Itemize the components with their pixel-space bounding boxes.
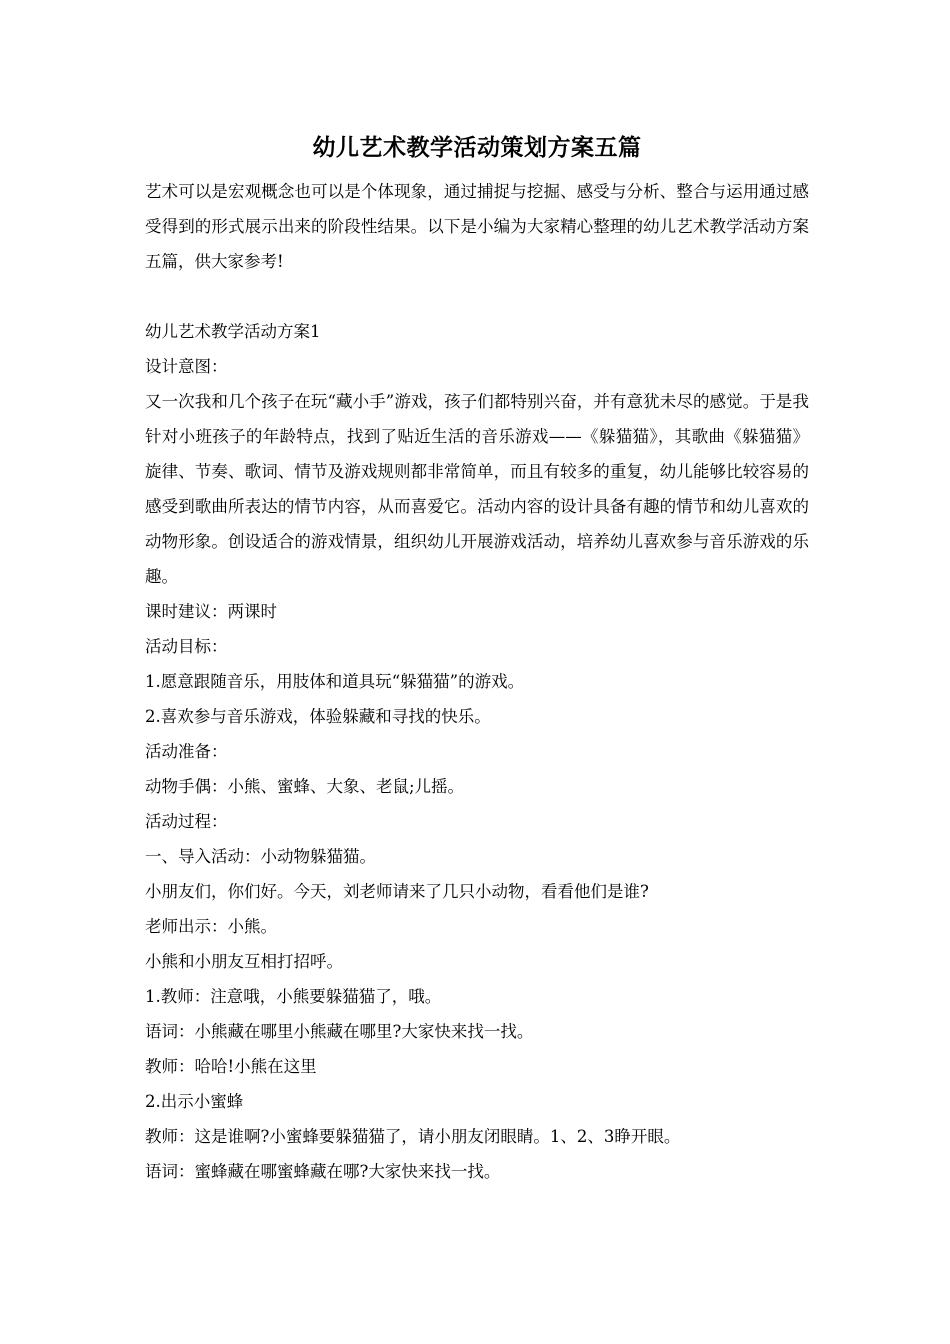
design-intent-label: 设计意图： [145, 357, 228, 376]
body-line: 1.教师：注意哦，小熊要躲猫猫了，哦。 [145, 987, 442, 1006]
body-line: 活动过程： [145, 812, 228, 831]
design-intent-paragraph: 又一次我和几个孩子在玩“藏小手”游戏，孩子们都特别兴奋，并有意犹未尽的感觉。于是我针对小班孩子的年龄特点，找到了贴近生活的音乐游戏——《躲猫猫》，其歌曲《躲猫猫》旋律、节奏、歌词、情节及游戏规则都非常简单，而且有较多的重复，幼儿能够比较容易的感受到歌曲所表达的情节内容，从而喜爱它。活动内容的设计具备有趣的情节和幼儿喜欢的动物形象。创设适合的游戏情景，组织幼儿开展游戏活动，培养幼儿喜欢参与音乐游戏的乐趣。 [145, 392, 809, 586]
body-line: 2.喜欢参与音乐游戏，体验躲藏和寻找的快乐。 [145, 707, 491, 726]
body-line: 教师：这是谁啊?小蜜蜂要躲猫猫了，请小朋友闭眼睛。1、2、3睁开眼。 [145, 1127, 681, 1146]
body-line: 语词：小熊藏在哪里小熊藏在哪里?大家快来找一找。 [145, 1022, 534, 1041]
body-line: 教师：哈哈!小熊在这里 [145, 1057, 317, 1076]
intro-paragraph: 艺术可以是宏观概念也可以是个体现象，通过捕捉与挖掘、感受与分析、整合与运用通过感受得到的形式展示出来的阶段性结果。以下是小编为大家精心整理的幼儿艺术教学活动方案五篇，供大家参考! [145, 182, 809, 271]
body-line: 活动准备： [145, 742, 228, 761]
body-line: 小朋友们，你们好。今天，刘老师请来了几只小动物，看看他们是谁? [145, 882, 649, 901]
body-line: 动物手偶：小熊、蜜蜂、大象、老鼠;儿摇。 [145, 777, 465, 796]
document-page [145, 128, 809, 1189]
body-line: 1.愿意跟随音乐，用肢体和道具玩“躲猫猫”的游戏。 [145, 672, 525, 691]
section-heading: 幼儿艺术教学活动方案1 [145, 322, 321, 341]
body-line: 一、导入活动：小动物躲猫猫。 [145, 847, 376, 866]
body-line: 语词：蜜蜂藏在哪蜜蜂藏在哪?大家快来找一找。 [145, 1162, 501, 1181]
blank-line [145, 279, 809, 314]
body-line: 老师出示：小熊。 [145, 917, 277, 936]
body-line: 课时建议：两课时 [145, 602, 277, 621]
document-title: 幼儿艺术教学活动策划方案五篇 [312, 134, 642, 161]
body-line: 2.出示小蜜蜂 [145, 1092, 244, 1111]
body-line: 小熊和小朋友互相打招呼。 [145, 952, 343, 971]
body-line: 活动目标： [145, 637, 228, 656]
